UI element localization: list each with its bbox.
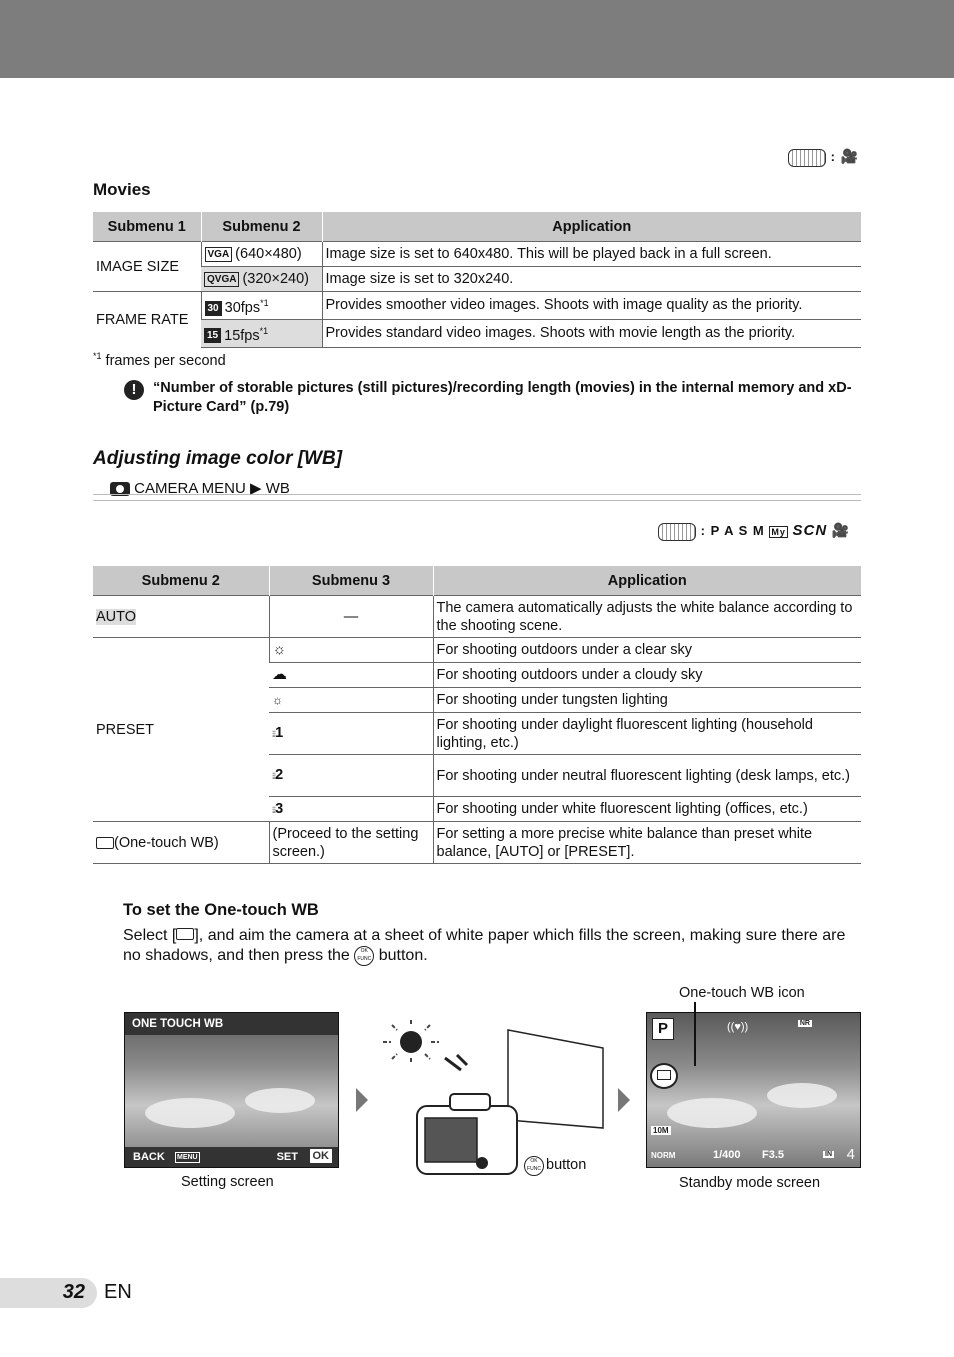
mode-dial-icon: [788, 149, 826, 167]
aperture-value: F3.5: [762, 1149, 785, 1161]
header-bar: [0, 0, 954, 78]
cell-application: For shooting outdoors under a clear sky: [433, 638, 861, 663]
shutter-speed: 1/400: [713, 1149, 741, 1161]
button-label: button: [546, 1157, 587, 1173]
cell-application: Image size is set to 320x240.: [322, 267, 861, 292]
cell-application: For shooting under daylight fluorescent lighting (household lighting, etc.): [433, 713, 861, 755]
cell-submenu3: ⦙⦙⦙2: [269, 755, 433, 797]
camera-lcd: [425, 1118, 477, 1162]
cell-application: For shooting outdoors under a cloudy sky: [433, 663, 861, 688]
footnote: $^{*1}$ frames per second: [93, 351, 226, 369]
col-header: Submenu 2: [201, 212, 322, 242]
cell-application: For shooting under white fluorescent lighting (offices, etc.): [433, 797, 861, 822]
cell-application: Provides standard video images. Shoots with movie length as the priority.: [322, 319, 861, 347]
cell-submenu2: 15 15fps$^{*1}$: [201, 319, 322, 347]
flow-arrow: [356, 1088, 368, 1112]
cell-application: For setting a more precise white balance than preset white balance, [AUTO] or [PRESET].: [433, 822, 861, 864]
setting-screen-footer: BACK MENU SET OK: [125, 1147, 338, 1167]
cell-submenu2: AUTO: [93, 596, 269, 638]
callout-line: [694, 1002, 696, 1066]
shots-remaining: 4: [846, 1146, 855, 1163]
cell-application: For shooting under neutral fluorescent lighting (desk lamps, etc.): [433, 755, 861, 797]
one-touch-wb-icon: [96, 837, 114, 849]
section-title-movies: Movies: [93, 180, 151, 199]
howto-heading: To set the One-touch WB: [123, 901, 319, 919]
col-header: Application: [322, 212, 861, 242]
mode-indicator-movies: : 🎥: [788, 148, 859, 167]
standby-screen-caption: Standby mode screen: [679, 1175, 821, 1191]
fps15-icon: 15: [204, 328, 221, 343]
cell-submenu1: FRAME RATE: [93, 292, 201, 348]
col-header: Application: [433, 566, 861, 596]
compression-label: NORM: [651, 1151, 676, 1160]
cell-application: Image size is set to 640x480. This will be played back in a full screen.: [322, 242, 861, 267]
setting-screen: [124, 1012, 339, 1168]
cloud: [245, 1088, 315, 1113]
flow-arrow: [618, 1088, 630, 1112]
light-icon: [383, 1020, 439, 1064]
cell-submenu2: 30 30fps$^{*1}$: [201, 292, 322, 320]
divider: [93, 494, 861, 501]
resolution-icon: 10M: [653, 1126, 669, 1135]
cloud: [667, 1098, 757, 1128]
internal-memory-icon: IN: [825, 1151, 832, 1158]
cloud-icon: ☁: [272, 666, 287, 683]
cell-submenu3: [269, 663, 433, 688]
setting-screen-caption: Setting screen: [181, 1174, 274, 1190]
cell-submenu3: [269, 688, 433, 713]
cell-application: For shooting under tungsten lighting: [433, 688, 861, 713]
fluorescent-3-icon: 3: [275, 800, 284, 817]
standby-screen: [646, 1012, 861, 1168]
page-tab: [0, 1278, 97, 1308]
cell-submenu3: [269, 638, 433, 663]
col-header: Submenu 2: [93, 566, 269, 596]
one-touch-wb-icon: [176, 928, 194, 940]
sun-icon: ☼: [272, 641, 287, 658]
tungsten-icon: ☼: [272, 693, 283, 707]
nr-icon: NR: [799, 1020, 810, 1027]
cloud: [145, 1098, 235, 1128]
cell-submenu2: VGA (640×480): [201, 242, 322, 267]
qvga-icon: QVGA: [204, 272, 239, 287]
mode-dial-icon: [658, 523, 696, 541]
fps30-icon: 30: [205, 301, 222, 316]
cell-submenu3: ⦙⦙⦙3: [269, 797, 433, 822]
cell-submenu2: PRESET: [93, 638, 269, 822]
wb-table: [93, 566, 861, 864]
language-label: EN: [104, 1281, 132, 1303]
white-paper: [508, 1030, 603, 1128]
cloud: [767, 1083, 837, 1108]
callout-label: One-touch WB icon: [679, 985, 805, 1001]
caution-icon: !: [124, 380, 144, 400]
page-number: 32: [62, 1281, 85, 1303]
stabilizer-icon: ((♥)): [727, 1021, 749, 1033]
cell-application: Provides smoother video images. Shoots with image quality as the priority.: [322, 292, 861, 320]
vga-icon: VGA: [205, 247, 233, 262]
col-header: Submenu 1: [93, 212, 201, 242]
movie-icon: 🎥: [831, 522, 851, 538]
memory-reference-note: “Number of storable pictures (still pictures)/recording length (movies) in the internal memory and xD-Picture Card” (p.79): [153, 380, 852, 415]
ok-func-icon: OK FUNC: [524, 1156, 544, 1176]
program-mode-icon: P: [652, 1018, 674, 1040]
movie-icon: 🎥: [840, 148, 860, 164]
mode-indicator-wb: : P A S M My SCN 🎥: [658, 522, 850, 541]
cell-submenu1: IMAGE SIZE: [93, 242, 201, 292]
ok-func-icon: OK FUNC: [354, 946, 374, 966]
menu-path: CAMERA MENU ▶ WB: [110, 479, 290, 497]
cell-application: The camera automatically adjusts the white balance according to the shooting scene.: [433, 596, 861, 638]
cell-submenu2: QVGA (320×240): [201, 267, 322, 292]
section-title-wb: Adjusting image color [WB]: [93, 448, 343, 469]
fluorescent-2-icon: 2: [275, 767, 284, 783]
cell-submenu2: (One-touch WB): [93, 822, 269, 864]
setting-screen-title: ONE TOUCH WB: [125, 1013, 339, 1035]
cell-submenu3: —: [269, 596, 433, 638]
howto-text: Select [ ], and aim the camera at a sheet of white paper which fills the screen, making sure there are no shadows, and then press the OK FUNC button.: [123, 927, 846, 965]
movies-table: [93, 212, 861, 348]
fluorescent-1-icon: 1: [275, 725, 284, 741]
cell-submenu3: ⦙⦙⦙1: [269, 713, 433, 755]
cell-submenu3: (Proceed to the setting screen.): [269, 822, 433, 864]
one-touch-wb-status-icon: [650, 1063, 678, 1089]
col-header: Submenu 3: [269, 566, 433, 596]
